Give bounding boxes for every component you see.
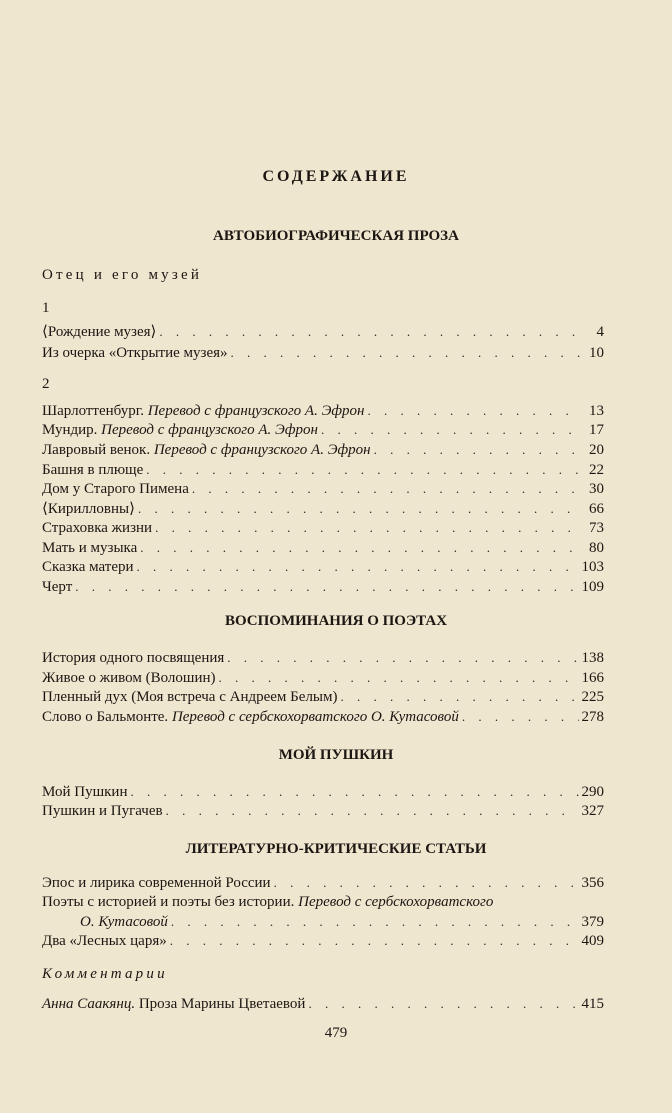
entry-page: 80 [589,540,604,556]
toc-entry[interactable] [42,994,604,1014]
comments-label: Комментарии [42,966,168,982]
toc-entry[interactable] [42,538,604,558]
entry-page: 409 [581,933,604,949]
entry-title: Мать и музыка [42,540,138,556]
entry-page: 166 [581,670,604,686]
leader-dots [227,648,578,668]
entry-title: Страховка жизни [42,520,153,536]
entry-title: Пушкин и Пугачев [42,803,163,819]
entry-translator: Перевод с французского А. Эфрон [147,403,365,419]
entry-title: Шарлоттенбург. [42,403,144,419]
entry-page: 356 [581,875,604,891]
leader-dots [321,420,583,440]
entry-author: Анна Саакянц. [42,996,136,1012]
entry-page: 379 [581,914,604,930]
entry-page: 415 [581,996,604,1012]
entry-page: 103 [581,559,604,575]
section-title-pushkin: МОЙ ПУШКИН [278,747,394,763]
entry-title: Пленный дух (Моя встреча с Андреем Белым) [42,689,338,705]
entry-title: Живое о живом (Волошин) [42,670,216,686]
entry-title: Поэты с историей и поэты без истории. [42,894,295,910]
leader-dots [462,707,579,727]
entry-translator: Перевод с французского А. Эфрон [101,422,318,438]
page-number: 479 [324,1025,348,1041]
entry-page: 278 [581,709,604,725]
entry-translator: Перевод с сербскохорватского [298,894,494,910]
section-title-memories: ВОСПОМИНАНИЯ О ПОЭТАХ [224,613,448,629]
leader-dots [170,931,579,951]
entry-page: 13 [589,403,604,419]
toc-entry[interactable] [42,782,604,802]
leader-dots [166,801,579,821]
entry-page: 22 [589,462,604,478]
entry-title: Слово о Бальмонте. [42,709,169,725]
entry-title: Два «Лесных царя» [42,933,167,949]
toc-entry-multiline[interactable] [42,892,604,912]
toc-entry[interactable] [42,931,604,951]
toc-entry[interactable] [42,479,604,499]
leader-dots [219,668,579,688]
toc-entry[interactable] [42,460,604,480]
toc-entry[interactable] [42,687,604,707]
leader-dots [368,401,584,421]
toc-entry[interactable] [42,873,604,893]
leader-dots [274,873,579,893]
leader-dots [171,912,579,932]
entry-page: 17 [589,422,604,438]
page-title: СОДЕРЖАНИЕ [262,168,410,185]
entry-title: Черт [42,579,73,595]
toc-entry[interactable] [42,801,604,821]
entry-title: Из очерка «Открытие музея» [42,345,228,361]
leader-dots [140,538,583,558]
entry-title: Башня в плюще [42,462,144,478]
subsection-title: Отец и его музей [42,267,203,283]
entry-page: 225 [581,689,604,705]
entry-title: Дом у Старого Пимена [42,481,189,497]
entry-title: Проза Марины Цветаевой [138,996,306,1012]
entry-page: 66 [589,501,604,517]
toc-entry[interactable] [42,401,604,421]
leader-dots [159,322,583,342]
entry-page: 290 [581,784,604,800]
leader-dots [75,577,578,597]
entry-title: Мундир. [42,422,98,438]
entry-translator: О. Кутасовой [80,914,168,930]
entry-title: Лавровый венок. [42,442,151,458]
leader-dots [192,479,583,499]
leader-dots [130,782,578,802]
toc-entry[interactable] [42,322,604,342]
leader-dots [374,440,583,460]
toc-entry[interactable] [42,557,604,577]
leader-dots [308,994,578,1014]
toc-entry[interactable] [42,577,604,597]
entry-page: 138 [581,650,604,666]
toc-entry[interactable] [42,668,604,688]
entry-page: 10 [589,345,604,361]
entry-translator: Перевод с французского А. Эфрон [153,442,371,458]
toc-entry[interactable] [42,420,604,440]
toc-entry[interactable] [42,648,604,668]
part-number-2: 2 [42,376,50,392]
part-number-1: 1 [42,300,50,316]
toc-entry[interactable] [42,499,604,519]
section-title-critical: ЛИТЕРАТУРНО-КРИТИЧЕСКИЕ СТАТЬИ [185,841,487,857]
entry-page: 109 [581,579,604,595]
toc-entry[interactable] [42,440,604,460]
entry-title: ⟨Кирилловны⟩ [42,501,135,517]
entry-page: 30 [589,481,604,497]
leader-dots [341,687,579,707]
entry-title: ⟨Рождение музея⟩ [42,324,157,340]
entry-title: История одного посвящения [42,650,225,666]
entry-translator: Перевод с сербскохорватского О. Кутасовой [171,709,459,725]
entry-page: 4 [596,324,604,340]
entry-page: 20 [589,442,604,458]
leader-dots [137,557,579,577]
entry-title: Мой Пушкин [42,784,128,800]
leader-dots [231,343,583,363]
leader-dots [138,499,583,519]
leader-dots [146,460,583,480]
toc-entry[interactable] [42,707,604,727]
toc-entry[interactable] [42,518,604,538]
entry-page: 327 [581,803,604,819]
section-title-autobio: АВТОБИОГРАФИЧЕСКАЯ ПРОЗА [213,228,459,244]
entry-page: 73 [589,520,604,536]
toc-entry[interactable] [42,343,604,363]
entry-title: Эпос и лирика современной России [42,875,271,891]
leader-dots [155,518,583,538]
entry-title: Сказка матери [42,559,134,575]
toc-entry-continuation[interactable] [80,912,604,932]
